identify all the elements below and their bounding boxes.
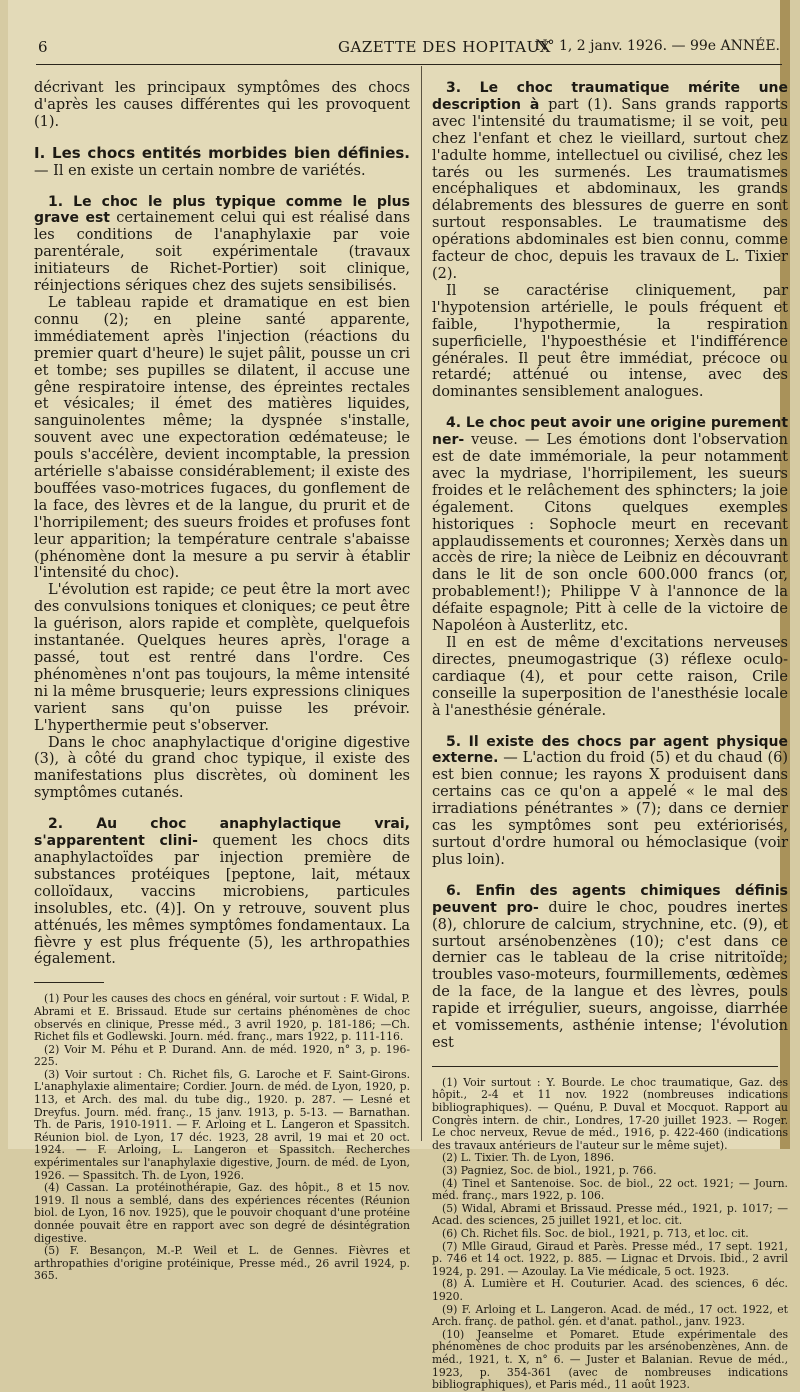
footnote: (1) Voir surtout : Y. Bourde. Le choc traumatique, Gaz. des hôpit., 2-4 et 11 nov. 1922 (nombreuses indications bibliographiques). — Quénu, P. Duval et Mocquot. Rapport au Congrès intern. de chir., Londres, 17-20 juillet 1923. — Roger. Le choc nerveux, Revue de méd., 1916, p. 422-460 (indications des travaux antérieurs de l'auteur sur le même sujet). xyxy=(432,1075,788,1152)
footnote: (8) A. Lumière et H. Couturier. Acad. des sciences, 6 déc. 1920. xyxy=(432,1277,788,1303)
footnotes-left xyxy=(34,993,410,1283)
numbered-text-3: part (1). Sans grands rapports avec l'intensité du traumatisme; il se voit, peu chez l'enfant et chez le vieillard, surtout chez l'adulte homme, intellectuel ou civilisé, chez les tarés ou les surmenés. Les traumatismes encéphaliques et abdominaux, les grands délabrements des blessures de guerre en sont surtout responsables. Le traumatisme des opérations abdominales est bien connu, comme facteur de choc, depuis les travaux de L. Tixier (2). xyxy=(432,96,789,282)
numbered-paragraph-3 xyxy=(432,80,788,283)
numbered-heading-1: 1. Le choc le plus typique comme le plus grave est xyxy=(34,193,410,227)
journal-title: GAZETTE DES HOPITAUX xyxy=(338,38,551,56)
footnotes-right xyxy=(432,1077,788,1392)
footnote-rule xyxy=(432,1066,778,1067)
paragraph-intro: décrivant les principaux symptômes des chocs d'après les causes différentes qui les provoquent (1). xyxy=(34,80,410,130)
numbered-heading-6: 6. Enfin des agents chimiques définis peuvent pro- xyxy=(432,882,788,916)
footnote: (5) Widal, Abrami et Brissaud. Presse méd., 1921, p. 1017; — Acad. des sciences, 25 juillet 1921, et loc. cit. xyxy=(432,1201,788,1228)
page-number: 6 xyxy=(38,38,48,56)
numbered-paragraph-1 xyxy=(34,194,410,295)
page-header xyxy=(38,38,790,60)
left-column xyxy=(34,80,410,1283)
numbered-text-4: veuse. — Les émotions dont l'observation est de date immémoriale, la peur notamment avec la mydriase, l'horripilement, les sueurs froides et le relâchement des sphincters; la joie également. Citons quelques exemples historiques : Sophocle meurt en recevant applaudissements et couronnes; Xerxès dans un accès de rire; la nièce de Leibniz en découvrant dans le lit de son oncle 600.000 francs (or, probablement!); Philippe V à l'annonce de la défaite espagnole; Pitt à celle de la victoire de Napoléon à Austerlitz, etc. xyxy=(432,432,789,635)
section-heading xyxy=(34,145,410,180)
numbered-heading-4: 4. Le choc peut avoir une origine purement ner- xyxy=(432,415,789,449)
section-text: — Il en existe un certain nombre de variétés. xyxy=(34,162,366,179)
paragraph-digestive: Dans le choc anaphylactique d'origine digestive (3), à côté du grand choc typique, il existe des manifestations plus discrètes, où dominent les symptômes cutanés. xyxy=(34,734,410,802)
numbered-heading-2: 2. Au choc anaphylactique vrai, s'apparentent clini- xyxy=(34,816,410,850)
footnote: (10) Jeanselme et Pomaret. Etude expérimentale des phénomènes de choc produits par les arsénobenzènes, Ann. de méd., 1921, t. X, n° 6. — Juster et Balanian. Revue de méd., 1923, p. 354-361 (avec de nombreuses indications bibliographiques), et Paris méd., 11 août 1923. xyxy=(432,1327,788,1392)
footnote: (7) Mlle Giraud, Giraud et Parès. Presse méd., 17 sept. 1921, p. 746 et 14 oct. 1922, p. 885. — Lignac et Drvois. Ibid., 2 avril 1924, p. 291. — Azoulay. La Vie médicale, 5 oct. 1923. xyxy=(432,1239,788,1278)
section-title: I. Les chocs entités morbides bien définies. xyxy=(34,143,410,162)
footnote: (6) Ch. Richet fils. Soc. de biol., 1921, p. 713, et loc. cit. xyxy=(442,1226,749,1240)
right-column xyxy=(432,80,788,1392)
numbered-paragraph-6 xyxy=(432,883,788,1052)
footnote: (9) F. Arloing et L. Langeron. Acad. de méd., 17 oct. 1922, et Arch. franç. de pathol. gén. et d'anat. pathol., janv. 1923. xyxy=(432,1302,788,1329)
numbered-text-5: — L'action du froid (5) et du chaud (6) est bien connue; les rayons X produisent dans certains cas ce qu'on a appelé « le mal des irradiations pénétrantes » (7); dans ce dernier cas les symptômes sont peu extériorisés, surtout d'ordre humoral ou hémoclasique (voir plus loin). xyxy=(432,750,789,868)
numbered-paragraph-2 xyxy=(34,816,410,968)
footnote: (2) L. Tixier. Th. de Lyon, 1896. xyxy=(442,1151,615,1165)
numbered-text-1: certainement celui qui est réalisé dans les conditions de l'anaphylaxie par voie parentérale, soit expérimentale (travaux initiateurs de Richet-Portier) soit clinique, réinjections sériques chez des sujets sensibilisés. xyxy=(34,210,411,295)
paragraph-evolution: L'évolution est rapide; ce peut être la mort avec des convulsions toniques et cloniques; ce peut être la guérison, alors rapide et complète, quelquefois instantanée. Quelques heures après, l'orage a passé, tout est rentré dans l'ordre. Ces phénomènes n'ont pas toujours, la même intensité ni la même brusquerie; leurs expressions cliniques varient sans qu'on puisse les prévoir. L'hyperthermie peut s'observer. xyxy=(34,582,410,734)
footnote: (4) Tinel et Santenoise. Soc. de biol., 22 oct. 1921; — Journ. méd. franç., mars 1922, p. 106. xyxy=(432,1176,788,1203)
footnote: (3) Pagniez, Soc. de biol., 1921, p. 766. xyxy=(442,1164,657,1177)
column-separator xyxy=(421,66,422,1141)
footnote: (3) Voir surtout : Ch. Richet fils, G. Laroche et F. Saint-Girons. L'anaphylaxie alimentaire; Cordier. Journ. de méd. de Lyon, 1920, p. 113, et Arch. des mal. du tube dig., 1920. p. 287. — Lesné et Dreyfus. Journ. méd. franç., 15 janv. 1913, p. 5-13. — Barnathan. Th. de Paris, 1910-1911. — F. Arloing et L. Langeron et Spassitch. Réunion biol. de Lyon, 17 déc. 1923, 28 avril, 19 mai et 20 oct. 1924. — F. Arloing, L. Langeron et Spassitch. Recherches expérimentales sur l'anaphylaxie digestive, Journ. de méd. de Lyon, 1926. — Spassitch. Th. de Lyon, 1926. xyxy=(34,1067,410,1182)
paragraph-tableau: Le tableau rapide et dramatique en est bien connu (2); en pleine santé apparente, immédiatement après l'injection (réactions du premier quart d'heure) le sujet pâlit, pousse un cri et tombe; ses pupilles se dilatent, il accuse une gêne respiratoire intense, des épreintes rectales et vésicales; il émet des matières liquides, sanguinolentes même; la dyspnée s'installe, souvent avec une expectoration œdémateuse; le pouls s'accélère, devient incomptable, la pression artérielle s'abaisse considérablement; il existe des bouffées vaso-motrices fugaces, du gonflement de la face, des lèvres et de la langue, du prurit et de l'horripilement; des sueurs froides et profuses font leur apparition; la température centrale s'abaisse (phénomène dont la mesure a pu servir à établir l'intensité du choc). xyxy=(34,294,410,582)
numbered-paragraph-4 xyxy=(432,415,788,635)
footnote: (4) Cassan. La protéinothérapie, Gaz. des hôpit., 8 et 15 nov. 1919. Il nous a semblé, dans des expériences récentes (Réunion biol. de Lyon, 16 nov. 1925), que le pouvoir choquant d'une protéine donnée pouvait être en rapport avec son degré de désintégration digestive. xyxy=(34,1181,410,1245)
header-rule xyxy=(36,64,782,65)
numbered-text-6: duire le choc, poudres inertes (8), chlorure de calcium, strychnine, etc. (9), et surtout arsénobenzènes (10); c'est dans ce dernier cas le tableau de la crise nitritoïde; troubles vaso-moteurs, fourmillements, œdèmes de la face, de la langue et des lèvres, pouls rapide et irrégulier, sueurs, angoisse, diarrhée et vomissements, asthénie intense; l'évolution est xyxy=(432,899,788,1051)
footnote: (1) Pour les causes des chocs en général, voir surtout : F. Widal, P. Abrami et E. Brissaud. Etude sur certains phénomènes de choc observés en clinique, Presse méd., 3 avril 1920, p. 181-186; —Ch. Richet fils et Godlewski. Journ. méd. franç., mars 1922, p. 111-116. xyxy=(34,992,410,1044)
footnote: (2) Voir M. Péhu et P. Durand. Ann. de méd. 1920, n° 3, p. 196-225. xyxy=(34,1042,410,1069)
numbered-heading-5: 5. Il existe des chocs par agent physique externe. xyxy=(432,733,788,767)
numbered-text-2: quement les chocs dits anaphylactoïdes par injection première de substances protéiques [peptone, lait, métaux colloïdaux, vaccins microbiens, particules insolubles, etc. (4)]. On y retrouve, souvent plus atténués, les mêmes symptômes fondamentaux. La fièvre y est plus fréquente (5), les arthropathies également. xyxy=(34,833,410,968)
numbered-heading-3: 3. Le choc traumatique mérite une description à xyxy=(432,80,788,113)
newspaper-page xyxy=(8,0,790,1392)
footnote: (5) F. Besançon, M.-P. Weil et L. de Gennes. Fièvres et arthropathies d'origine protéinique, Presse méd., 26 avril 1924, p. 365. xyxy=(34,1244,410,1283)
paragraph-excitations: Il en est de même d'excitations nerveuses directes, pneumogastrique (3) réflexe oculo-cardiaque (4), et pour cette raison, Crile conseille la superposition de l'anesthésie locale à l'anesthésie générale. xyxy=(432,635,788,719)
paragraph-caracterise: Il se caractérise cliniquement, par l'hypotension artérielle, le pouls fréquent et faible, l'hypothermie, la respiration superficielle, l'hypoesthésie et l'indifférence générales. Il peut être immédiat, précoce ou retardé; atténué ou intense, avec des dominantes sensiblement analogues. xyxy=(432,282,788,401)
numbered-paragraph-5 xyxy=(432,734,788,869)
issue-info: N° 1, 2 janv. 1926. — 99e ANNÉE. xyxy=(535,38,780,54)
footnote-rule xyxy=(34,982,104,983)
